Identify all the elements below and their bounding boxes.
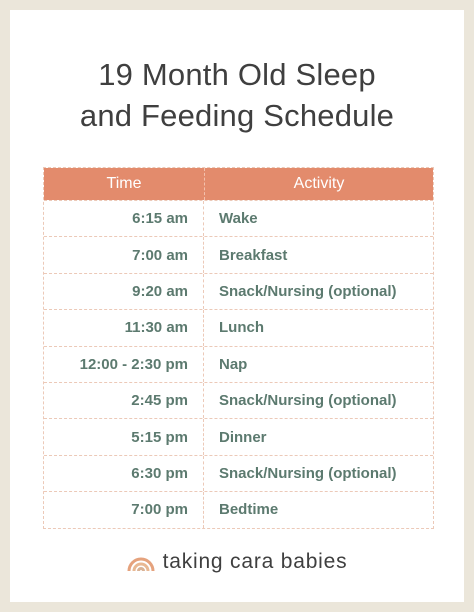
row-activity: Dinner: [219, 428, 267, 446]
table-body: [44, 200, 433, 528]
table-row: [44, 382, 433, 418]
table-row: [44, 200, 433, 236]
row-time: 5:15 pm: [44, 419, 204, 454]
title-line-1: 19 Month Old Sleep: [98, 57, 376, 92]
row-activity: Snack/Nursing (optional): [219, 392, 397, 410]
rainbow-icon: [127, 552, 155, 572]
row-time: 2:45 pm: [44, 383, 204, 418]
row-time: 12:00 - 2:30 pm: [44, 347, 204, 382]
table-header: [44, 168, 433, 200]
header-time: Time: [44, 168, 205, 200]
schedule-table: [43, 167, 434, 529]
table-row: [44, 455, 433, 491]
table-row: [44, 491, 433, 527]
row-activity: Lunch: [219, 319, 264, 337]
title-line-2: and Feeding Schedule: [79, 98, 395, 133]
schedule-card: [10, 10, 464, 602]
row-activity: Snack/Nursing (optional): [219, 282, 397, 300]
row-activity: Breakfast: [219, 246, 288, 264]
page-title: [10, 54, 464, 136]
row-time: 9:20 am: [44, 274, 204, 309]
row-activity: Wake: [219, 210, 258, 228]
brand-name: taking cara babies: [162, 550, 348, 573]
row-time: 7:00 pm: [44, 492, 204, 527]
row-activity: Bedtime: [219, 501, 279, 519]
table-row: [44, 346, 433, 382]
table-row: [44, 236, 433, 272]
row-activity: Snack/Nursing (optional): [219, 464, 397, 482]
row-time: 11:30 am: [44, 310, 204, 345]
table-row: [44, 418, 433, 454]
table-row: [44, 273, 433, 309]
row-time: 6:30 pm: [44, 456, 204, 491]
header-activity: Activity: [293, 175, 345, 192]
row-time: 7:00 am: [44, 237, 204, 272]
brand-footer: [10, 550, 464, 574]
row-time: 6:15 am: [44, 201, 204, 236]
row-activity: Nap: [219, 355, 248, 373]
table-row: [44, 309, 433, 345]
